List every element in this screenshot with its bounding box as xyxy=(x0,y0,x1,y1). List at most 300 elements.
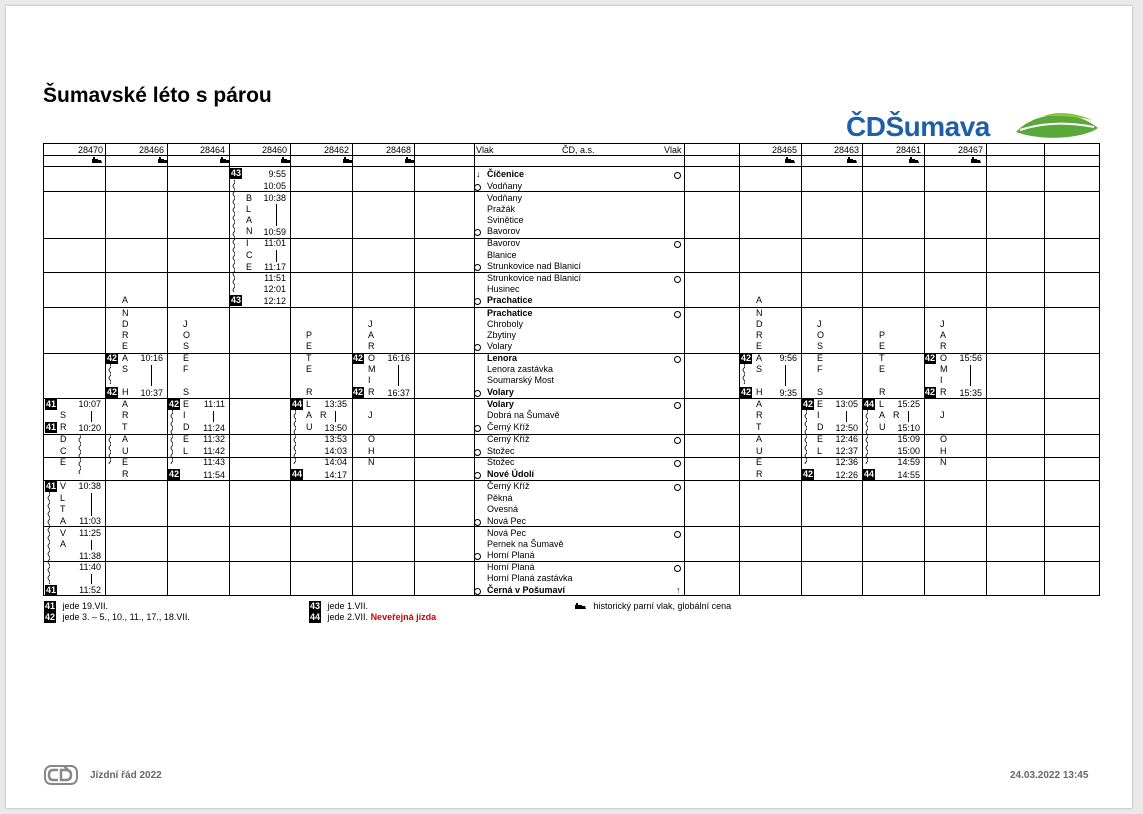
grid-vline xyxy=(167,144,168,595)
train-name-letter: R xyxy=(122,410,129,420)
grid-vline xyxy=(684,144,685,595)
train-name-letter: F xyxy=(817,364,823,374)
train-name-letter: N xyxy=(122,308,129,318)
badge-icon: 42 xyxy=(740,353,751,363)
legend-41: jede 19.VII. xyxy=(62,601,109,611)
train-name-letter: I xyxy=(817,410,820,420)
continuation-line xyxy=(276,204,277,226)
stop-marker xyxy=(674,402,681,409)
train-name-letter: L xyxy=(306,399,312,409)
train-name-letter: O xyxy=(183,330,191,340)
train-number: 28461 xyxy=(895,145,921,155)
train-name-letter: A xyxy=(122,399,129,409)
arrow-up-icon: ↑ xyxy=(676,585,681,595)
time-cell: 11:51 xyxy=(264,273,286,283)
steam-locomotive-icon xyxy=(219,157,231,164)
train-name-letter: L xyxy=(183,446,189,456)
station-name: Volary xyxy=(487,341,513,351)
train-name-letter: E xyxy=(879,341,886,351)
train-name-letter: O xyxy=(368,353,376,363)
time-cell: 11:40 xyxy=(79,562,101,572)
train-name-letter: I xyxy=(940,375,943,385)
grid-vline xyxy=(739,144,740,595)
train-name-letter: R xyxy=(756,410,763,420)
page-title: Šumavské léto s párou xyxy=(43,84,272,107)
badge-44-icon: 44 xyxy=(309,612,320,622)
train-name-letter: T xyxy=(122,422,128,432)
steam-locomotive-icon xyxy=(574,603,587,611)
time-cell: 12:37 xyxy=(835,446,858,456)
stop-marker xyxy=(474,229,481,236)
time-cell: 15:25 xyxy=(897,399,920,409)
badge-icon: 42 xyxy=(168,399,179,409)
stop-marker xyxy=(474,425,481,432)
continuation-line xyxy=(213,411,214,422)
station-name: Ovesná xyxy=(487,504,519,514)
continuation-line xyxy=(335,411,336,422)
header-operator: ČD, a.s. xyxy=(562,145,595,155)
train-name-letter: S xyxy=(756,364,763,374)
train-name-letter: H xyxy=(940,446,947,456)
stop-marker xyxy=(674,565,681,572)
train-name-letter: E xyxy=(306,364,313,374)
train-name-letter: R xyxy=(368,387,375,397)
station-name: Blanice xyxy=(487,250,517,260)
train-name-letter: E xyxy=(306,341,313,351)
steam-locomotive-icon xyxy=(280,157,292,164)
footer-date: 24.03.2022 13:45 xyxy=(1010,770,1089,781)
train-name-letter: O xyxy=(368,434,376,444)
train-name-letter: R xyxy=(60,422,67,432)
station-name: Volary xyxy=(487,399,514,409)
time-cell: 13:50 xyxy=(324,423,347,433)
legend-44-note: Neveřejná jízda xyxy=(370,612,437,622)
train-name-letter: A xyxy=(60,516,67,526)
train-name-letter: I xyxy=(183,410,186,420)
train-name-letter: E xyxy=(879,364,886,374)
train-name-letter: R xyxy=(940,341,947,351)
grid-hline xyxy=(44,191,1099,192)
train-name-letter: C xyxy=(60,446,67,456)
train-number: 28467 xyxy=(957,145,983,155)
train-name-letter: J xyxy=(817,319,822,329)
time-cell: 9:35 xyxy=(779,388,797,398)
stop-marker xyxy=(674,356,681,363)
station-name: Horní Planá xyxy=(487,550,535,560)
train-name-letter: O xyxy=(940,434,948,444)
train-name-letter: R xyxy=(893,410,900,420)
badge-icon: 41 xyxy=(45,422,56,432)
time-cell: 15:10 xyxy=(897,423,920,433)
train-name-letter: E xyxy=(817,434,824,444)
time-cell: 9:56 xyxy=(779,353,797,363)
station-name: Soumarský Most xyxy=(487,375,555,385)
stop-marker xyxy=(474,519,481,526)
train-name-letter: P xyxy=(306,330,313,340)
grid-vline xyxy=(290,144,291,595)
train-name-letter: M xyxy=(940,364,948,374)
badge-41-icon: 41 xyxy=(44,601,55,611)
train-number: 28460 xyxy=(261,145,287,155)
train-name-letter: O xyxy=(817,330,825,340)
train-name-letter: T xyxy=(60,504,66,514)
time-cell: 14:59 xyxy=(897,457,920,467)
train-name-letter: E xyxy=(183,434,190,444)
station-name: Zbytiny xyxy=(487,330,517,340)
time-cell: 11:17 xyxy=(264,262,286,272)
time-cell: 12:01 xyxy=(263,284,286,294)
header-vlak-right: Vlak xyxy=(664,145,682,155)
train-name-letter: E xyxy=(122,341,129,351)
station-name: Husinec xyxy=(487,284,520,294)
time-cell: 11:52 xyxy=(79,585,101,595)
time-cell: 14:04 xyxy=(324,457,347,467)
skip-wave xyxy=(293,410,296,464)
train-name-letter: D xyxy=(183,422,190,432)
time-cell: 11:43 xyxy=(203,457,225,467)
time-cell: 10:38 xyxy=(263,193,286,203)
train-name-letter: T xyxy=(756,422,762,432)
badge-icon: 41 xyxy=(45,481,56,491)
badge-icon: 42 xyxy=(168,469,179,479)
train-name-letter: E xyxy=(183,399,190,409)
train-name-letter: F xyxy=(183,364,189,374)
station-name: Nová Pec xyxy=(487,516,527,526)
skip-wave xyxy=(78,434,81,474)
skip-wave xyxy=(170,410,173,464)
train-name-letter: M xyxy=(368,364,376,374)
train-name-letter: R xyxy=(122,469,129,479)
grid-vline xyxy=(414,144,415,595)
train-name-letter: T xyxy=(879,353,885,363)
train-name-letter: H xyxy=(122,387,129,397)
station-name: Horní Planá xyxy=(487,562,535,572)
continuation-line xyxy=(91,411,92,422)
time-cell: 12:26 xyxy=(835,470,858,480)
time-cell: 11:24 xyxy=(203,423,225,433)
train-name-letter: S xyxy=(817,387,824,397)
time-cell: 15:09 xyxy=(897,434,920,444)
badge-42-icon: 42 xyxy=(44,612,55,622)
train-name-letter: J xyxy=(940,410,945,420)
station-name: Bavorov xyxy=(487,238,521,248)
badge-icon: 43 xyxy=(230,168,241,178)
train-name-letter: A xyxy=(246,215,253,225)
badge-icon: 42 xyxy=(352,387,363,397)
grid-hline xyxy=(44,166,1099,167)
badge-icon: 42 xyxy=(106,353,117,363)
train-name-letter: A xyxy=(756,295,763,305)
train-name-letter: C xyxy=(246,250,253,260)
badge-icon: 44 xyxy=(291,399,302,409)
cd-logo-icon xyxy=(44,765,78,785)
train-name-letter: S xyxy=(817,341,824,351)
train-name-letter: E xyxy=(817,353,824,363)
time-cell: 11:32 xyxy=(203,434,225,444)
station-name: Dobrá na Šumavě xyxy=(487,410,560,420)
badge-icon: 42 xyxy=(802,469,813,479)
time-cell: 11:25 xyxy=(79,528,101,538)
time-cell: 10:05 xyxy=(263,181,286,191)
badge-icon: 42 xyxy=(740,387,751,397)
stop-marker xyxy=(474,390,481,397)
time-cell: 16:16 xyxy=(387,353,410,363)
time-cell: 11:54 xyxy=(203,470,225,480)
stop-marker xyxy=(674,484,681,491)
stop-marker xyxy=(674,311,681,318)
stop-marker xyxy=(474,298,481,305)
grid-vline xyxy=(986,144,987,595)
grid-hline xyxy=(44,307,1099,308)
train-name-letter: N xyxy=(368,457,375,467)
train-name-letter: D xyxy=(756,319,763,329)
steam-locomotive-icon xyxy=(91,157,103,164)
continuation-line xyxy=(91,493,92,516)
footer-title: Jízdní řád 2022 xyxy=(90,770,162,781)
stop-marker xyxy=(474,449,481,456)
stop-marker xyxy=(674,241,681,248)
stop-marker xyxy=(674,172,681,179)
train-name-letter: E xyxy=(756,341,763,351)
station-name: Chroboly xyxy=(487,319,524,329)
train-name-letter: N xyxy=(756,308,763,318)
train-name-letter: T xyxy=(306,353,312,363)
train-name-letter: E xyxy=(817,399,824,409)
badge-icon: 42 xyxy=(352,353,363,363)
time-cell: 10:20 xyxy=(78,423,101,433)
train-number: 28470 xyxy=(77,145,103,155)
time-cell: 11:03 xyxy=(79,516,101,526)
train-name-letter: V xyxy=(60,481,67,491)
grid-vline xyxy=(352,144,353,595)
station-name: Strunkovice nad Blanicí xyxy=(487,273,582,283)
steam-locomotive-icon xyxy=(846,157,858,164)
train-name-letter: J xyxy=(183,319,188,329)
train-name-letter: U xyxy=(879,422,886,432)
badge-icon: 42 xyxy=(802,399,813,409)
badge-icon: 44 xyxy=(863,469,874,479)
time-cell: 10:07 xyxy=(78,399,101,409)
train-name-letter: A xyxy=(122,295,129,305)
train-name-letter: U xyxy=(122,446,129,456)
train-name-letter: A xyxy=(368,330,375,340)
station-name: Pražák xyxy=(487,204,516,214)
station-name: Stožec xyxy=(487,446,515,456)
continuation-line xyxy=(970,365,971,386)
train-name-letter: R xyxy=(879,387,886,397)
station-name: Strunkovice nad Blanicí xyxy=(487,261,582,271)
badge-icon: 43 xyxy=(230,295,241,305)
legend-43: jede 1.VII. xyxy=(327,601,369,611)
train-name-letter: R xyxy=(320,410,327,420)
train-name-letter: A xyxy=(756,353,763,363)
time-cell: 13:53 xyxy=(324,434,347,444)
time-cell: 12:36 xyxy=(835,457,858,467)
time-cell: 9:55 xyxy=(268,169,286,179)
badge-icon: 42 xyxy=(924,353,935,363)
station-name: Pěkná xyxy=(487,493,513,503)
skip-wave xyxy=(742,364,745,384)
steam-locomotive-icon xyxy=(342,157,354,164)
time-cell: 10:37 xyxy=(140,388,163,398)
time-cell: 11:01 xyxy=(264,238,286,248)
stop-marker xyxy=(474,184,481,191)
train-name-letter: H xyxy=(368,446,375,456)
station-name: Stožec xyxy=(487,457,515,467)
station-name: Horní Planá zastávka xyxy=(487,573,573,583)
station-name: Lenora zastávka xyxy=(487,364,554,374)
time-cell: 12:46 xyxy=(835,434,858,444)
train-number: 28466 xyxy=(138,145,164,155)
train-name-letter: R xyxy=(756,330,763,340)
header-vlak-left: Vlak xyxy=(476,145,494,155)
grid-vline xyxy=(801,144,802,595)
time-cell: 12:50 xyxy=(835,423,858,433)
steam-locomotive-icon xyxy=(908,157,920,164)
train-name-letter: L xyxy=(60,493,66,503)
train-number: 28464 xyxy=(199,145,225,155)
continuation-line xyxy=(908,411,909,422)
badge-icon: 42 xyxy=(924,387,935,397)
logo-prefix: ČD xyxy=(846,111,886,142)
train-name-letter: D xyxy=(122,319,129,329)
skip-wave xyxy=(108,364,111,384)
time-cell: 15:35 xyxy=(959,388,982,398)
train-name-letter: N xyxy=(940,457,947,467)
continuation-line xyxy=(91,540,92,550)
station-name: Číčenice xyxy=(487,169,525,179)
train-name-letter: R xyxy=(756,469,763,479)
train-name-letter: J xyxy=(368,410,373,420)
station-name: Lenora xyxy=(487,353,518,363)
train-name-letter: R xyxy=(122,330,129,340)
time-cell: 10:38 xyxy=(78,481,101,491)
time-cell: 10:16 xyxy=(140,353,163,363)
time-cell: 11:42 xyxy=(203,446,225,456)
steam-locomotive-icon xyxy=(784,157,796,164)
grid-hline xyxy=(44,561,1099,562)
time-cell: 13:05 xyxy=(835,399,858,409)
train-name-letter: R xyxy=(306,387,313,397)
badge-icon: 42 xyxy=(106,387,117,397)
train-number: 28465 xyxy=(771,145,797,155)
station-name: Vodňany xyxy=(487,193,523,203)
station-name: Prachatice xyxy=(487,308,533,318)
train-name-letter: A xyxy=(60,539,67,549)
station-name: Pernek na Šumavě xyxy=(487,539,564,549)
train-name-letter: E xyxy=(246,262,253,272)
train-name-letter: E xyxy=(756,457,763,467)
train-name-letter: A xyxy=(306,410,313,420)
time-cell: 12:12 xyxy=(263,296,286,306)
station-name: Volary xyxy=(487,387,514,397)
station-name: Svinětice xyxy=(487,215,524,225)
time-cell: 14:55 xyxy=(897,470,920,480)
grid-vline xyxy=(924,144,925,595)
train-name-letter: O xyxy=(940,353,948,363)
skip-wave xyxy=(865,410,868,464)
skip-wave xyxy=(804,410,807,464)
station-name: Černý Kříž xyxy=(487,434,530,444)
grid-hline xyxy=(44,398,1099,399)
train-name-letter: R xyxy=(368,341,375,351)
train-name-letter: I xyxy=(368,375,371,385)
continuation-line xyxy=(398,365,399,386)
stop-marker xyxy=(674,276,681,283)
train-name-letter: U xyxy=(756,446,763,456)
continuation-line xyxy=(785,365,786,386)
train-name-letter: U xyxy=(306,422,313,432)
time-cell: 11:38 xyxy=(79,551,101,561)
station-name: Nová Pec xyxy=(487,528,527,538)
train-name-letter: L xyxy=(879,399,885,409)
train-name-letter: A xyxy=(756,434,763,444)
station-name: Bavorov xyxy=(487,226,521,236)
steam-locomotive-icon xyxy=(970,157,982,164)
legend-42: jede 3. – 5., 10., 11., 17., 18.VII. xyxy=(62,612,190,622)
train-name-letter: S xyxy=(183,341,190,351)
stop-marker xyxy=(474,553,481,560)
train-name-letter: J xyxy=(940,319,945,329)
train-number: 28468 xyxy=(385,145,411,155)
train-name-letter: A xyxy=(122,353,129,363)
arrow-down-icon: ↓ xyxy=(476,169,481,179)
leaf-icon xyxy=(1014,110,1100,142)
steam-locomotive-icon xyxy=(404,157,416,164)
stop-marker xyxy=(474,264,481,271)
continuation-line xyxy=(151,365,152,386)
time-cell: 15:00 xyxy=(897,446,920,456)
time-cell: 10:59 xyxy=(263,227,286,237)
continuation-line xyxy=(91,574,92,584)
skip-wave xyxy=(47,492,50,584)
train-name-letter: L xyxy=(817,446,823,456)
train-name-letter: N xyxy=(246,226,253,236)
grid-vline xyxy=(474,144,475,595)
stop-marker xyxy=(674,437,681,444)
train-name-letter: H xyxy=(756,387,763,397)
train-name-letter: B xyxy=(246,193,253,203)
train-name-letter: A xyxy=(940,330,947,340)
skip-wave xyxy=(108,434,111,464)
train-number: 28462 xyxy=(323,145,349,155)
train-name-letter: D xyxy=(60,434,67,444)
train-name-letter: R xyxy=(940,387,947,397)
train-name-letter: A xyxy=(756,399,763,409)
time-cell: 11:11 xyxy=(203,399,225,409)
train-name-letter: A xyxy=(122,434,129,444)
train-name-letter: S xyxy=(122,364,129,374)
train-name-letter: V xyxy=(60,528,67,538)
train-name-letter: I xyxy=(246,238,249,248)
legend-44: jede 2.VII. xyxy=(327,612,369,622)
train-name-letter: E xyxy=(122,457,129,467)
logo-name: Šumava xyxy=(885,111,990,142)
train-name-letter: S xyxy=(60,410,67,420)
grid-vline xyxy=(862,144,863,595)
train-name-letter: E xyxy=(60,457,67,467)
stop-marker xyxy=(674,460,681,467)
station-name: Vodňany xyxy=(487,181,523,191)
station-name: Černá v Pošumaví xyxy=(487,585,566,595)
cd-sumava-logo xyxy=(846,108,1102,144)
station-name: Prachatice xyxy=(487,295,533,305)
grid-vline xyxy=(229,144,230,595)
grid-hline xyxy=(44,238,1099,239)
stop-marker xyxy=(474,472,481,479)
timetable xyxy=(43,143,1100,596)
train-name-letter: S xyxy=(183,387,190,397)
